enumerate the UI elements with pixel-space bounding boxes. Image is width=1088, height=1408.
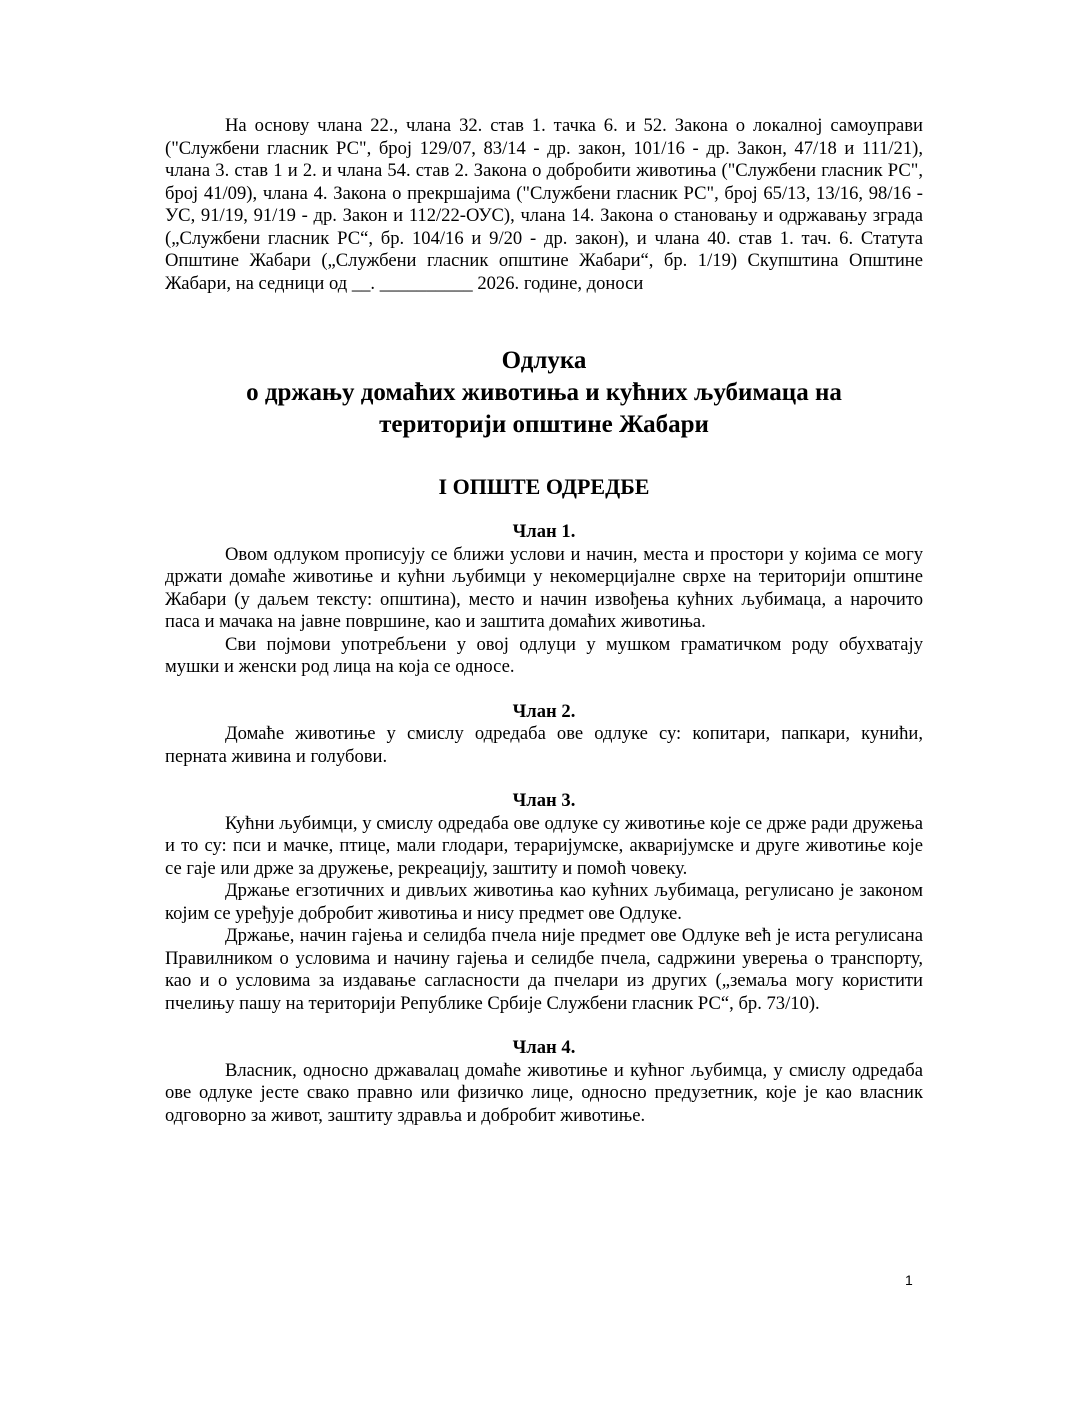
preamble-paragraph: На основу члана 22., члана 32. став 1. тачка 6. и 52. Закона о локалној самоуправи ("Службени гласник РС", број 129/07, 83/14 - др. закон, 101/16 - др. Закон, 47/18 и 111/21), члана 3. став 1 и 2. и члана 54. став 2. Закона о добробити животиња ("Службени гласник РС", број 41/09), члана 4. Закона о прекршајима ("Службени гласник РС", број 65/13, 13/16, 98/16 - УС, 91/19, 91/19 - др. Закон и 112/22-ОУС), члана 14. Закона о становању и одржавању зграда („Службени гласник РС“, бр. 104/16 и 9/20 - др. закон), и члана 40. став 1. тач. 6. Статута Општине Жабари („Службени гласник општине Жабари“, бр. 1/19) Скупштина Општине Жабари, на седници од __. __________ 2026. године, доноси [165, 115, 923, 294]
article-heading: Члан 3. [512, 790, 576, 811]
section-heading: I ОПШТЕ ОДРЕДБЕ [438, 474, 650, 499]
article-paragraph: Држање, начин гајења и селидба пчела није предмет ове Одлуке већ је иста регулисана Правилником о условима и начину гајења и селидбе пчела, садржини уверења о транспорту, као и о условима за издавање сагласности да пчелари из других („земаља могу користити пчелињу пашу на територији Републике Србије Службени гласник РС“, бр. 73/10). [165, 925, 923, 1014]
page-number: 1 [905, 1272, 913, 1288]
article-1 [165, 521, 923, 679]
article-2 [165, 701, 923, 769]
article-heading: Члан 2. [512, 700, 576, 722]
article-heading: Члан 1. [512, 521, 576, 542]
article-paragraph: Кућни љубимци, у смислу одредаба ове одлуке су животиње које се држе ради дружења и то су: пси и мачке, птице, мали глодари, тераријумске, акваријумске и друге животиње које се гаје или држе за дружење, рекреацију, заштиту и помоћ човеку. [165, 812, 923, 879]
article-paragraph: Власник, односно државалац домаће животиње и кућног љубимца, у смислу одредаба ове одлуке јесте свако правно или физичко лице, односно предузетник, које је као власник одговорно за живот, заштиту здравља и добробит животиње. [165, 1059, 923, 1126]
article-paragraph: Овом одлуком прописују се ближи услови и начин, места и простори у којима се могу држати домаће животиње и кућни љубимци у некомерцијалне сврхе на територији општине Жабари (у даљем тексту: општина), место и начин извођења кућних љубимаца, а нарочито паса и мачака на јавне површине, као и заштита домаћих животиња. [165, 543, 923, 632]
document-title [165, 345, 923, 441]
article-paragraph: Домаће животиње у смислу одредаба ове одлуке су: копитари, папкари, кунићи, перната живина и голубови. [165, 723, 923, 767]
article-paragraph: Сви појмови употребљени у овој одлуци у мушком граматичком роду обухватају мушки и женски род лица на која се односе. [165, 633, 923, 677]
title-line-1: Одлука [501, 347, 587, 374]
title-line-2: о држању домаћих животиња и кућних љубимаца на [246, 379, 842, 406]
article-3 [165, 790, 923, 1015]
article-heading: Члан 4. [512, 1037, 576, 1058]
title-line-3: територији општине Жабари [379, 411, 709, 438]
article-paragraph: Држање егзотичних и дивљих животиња као кућних љубимаца, регулисано је законом којим се уређује добробит животиња и нису предмет ове Одлуке. [165, 880, 923, 924]
page-content [165, 115, 923, 1127]
article-4 [165, 1037, 923, 1127]
